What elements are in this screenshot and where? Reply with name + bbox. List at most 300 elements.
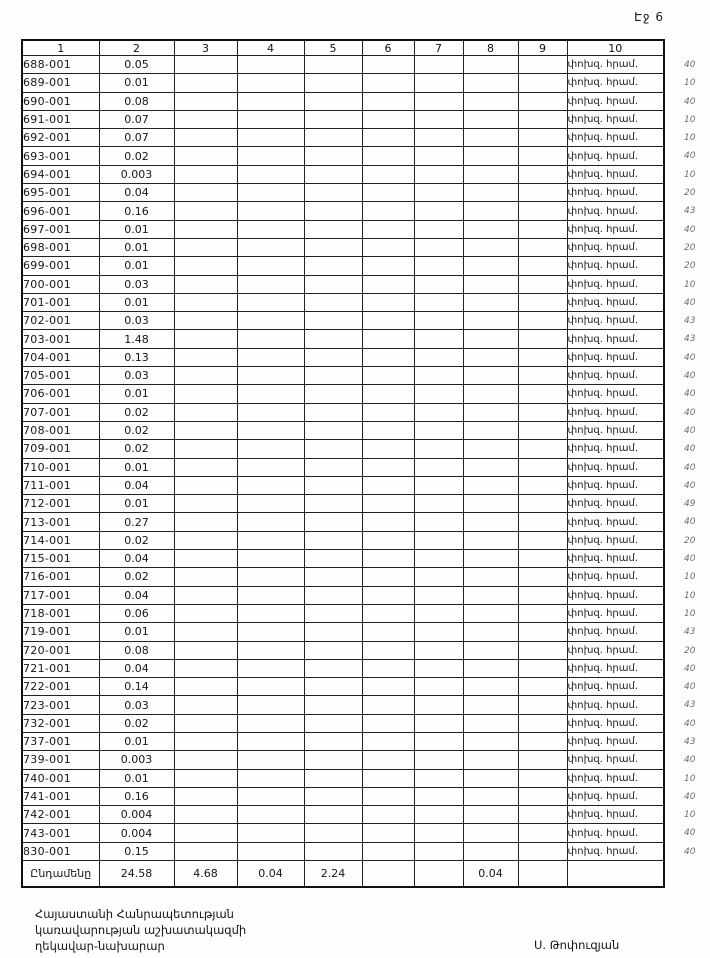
empty-cell [414, 330, 463, 348]
total-value [518, 861, 567, 888]
margin-mark: 10 [684, 133, 696, 144]
empty-cell [463, 238, 518, 256]
row-value: 0.01 [99, 293, 174, 311]
empty-cell [362, 568, 414, 586]
empty-cell [237, 421, 304, 439]
empty-cell [237, 696, 304, 714]
empty-cell [463, 184, 518, 202]
margin-mark: 43 [684, 316, 696, 327]
row-note: փոխզ. հրամ. [567, 623, 664, 641]
margin-mark: 43 [684, 700, 696, 711]
empty-cell [174, 458, 237, 476]
empty-cell [463, 458, 518, 476]
empty-cell [518, 275, 567, 293]
empty-cell [362, 293, 414, 311]
empty-cell [237, 641, 304, 659]
empty-cell [304, 293, 362, 311]
table-row [22, 92, 664, 110]
total-value: 0.04 [463, 861, 518, 888]
empty-cell [463, 275, 518, 293]
empty-cell [174, 257, 237, 275]
empty-cell [414, 385, 463, 403]
row-note: փոխզ. հրամ. [567, 531, 664, 549]
empty-cell [174, 531, 237, 549]
empty-cell [174, 275, 237, 293]
row-note: փոխզ. հրամ. [567, 110, 664, 128]
column-header: 10 [567, 40, 664, 56]
empty-cell [362, 531, 414, 549]
empty-cell [362, 403, 414, 421]
empty-cell [304, 586, 362, 604]
table-row [22, 568, 664, 586]
empty-cell [237, 787, 304, 805]
row-code: 697-001 [22, 220, 99, 238]
empty-cell [518, 659, 567, 677]
empty-cell [362, 604, 414, 622]
empty-cell [518, 202, 567, 220]
empty-cell [362, 495, 414, 513]
empty-cell [174, 678, 237, 696]
empty-cell [237, 751, 304, 769]
empty-cell [362, 385, 414, 403]
empty-cell [362, 421, 414, 439]
row-code: 711-001 [22, 476, 99, 494]
row-code: 688-001 [22, 56, 99, 74]
margin-mark: 40 [684, 517, 696, 528]
empty-cell [414, 202, 463, 220]
empty-cell [237, 367, 304, 385]
empty-cell [304, 238, 362, 256]
row-value: 0.02 [99, 568, 174, 586]
empty-cell [518, 74, 567, 92]
table-row [22, 604, 664, 622]
table-row [22, 56, 664, 74]
row-code: 717-001 [22, 586, 99, 604]
row-value: 0.01 [99, 238, 174, 256]
row-note: փոխզ. հրամ. [567, 293, 664, 311]
empty-cell [362, 550, 414, 568]
table-row [22, 348, 664, 366]
empty-cell [174, 202, 237, 220]
row-code: 732-001 [22, 714, 99, 732]
row-code: 707-001 [22, 403, 99, 421]
empty-cell [518, 751, 567, 769]
empty-cell [463, 531, 518, 549]
empty-cell [237, 74, 304, 92]
table-row [22, 623, 664, 641]
table-row [22, 641, 664, 659]
empty-cell [237, 458, 304, 476]
empty-cell [237, 202, 304, 220]
empty-cell [414, 257, 463, 275]
empty-cell [237, 293, 304, 311]
empty-cell [304, 787, 362, 805]
empty-cell [463, 769, 518, 787]
empty-cell [518, 165, 567, 183]
empty-cell [414, 659, 463, 677]
empty-cell [304, 312, 362, 330]
empty-cell [414, 110, 463, 128]
empty-cell [174, 842, 237, 860]
footer-line: ղեկավար-նախարար [35, 939, 165, 953]
empty-cell [362, 257, 414, 275]
row-value: 0.003 [99, 165, 174, 183]
row-code: 708-001 [22, 421, 99, 439]
row-code: 694-001 [22, 165, 99, 183]
empty-cell [414, 586, 463, 604]
empty-cell [518, 568, 567, 586]
empty-cell [174, 787, 237, 805]
empty-cell [237, 623, 304, 641]
margin-mark: 20 [684, 261, 696, 272]
row-value: 0.02 [99, 147, 174, 165]
empty-cell [518, 147, 567, 165]
empty-cell [362, 440, 414, 458]
empty-cell [362, 806, 414, 824]
margin-mark: 43 [684, 736, 696, 747]
empty-cell [174, 367, 237, 385]
empty-cell [414, 440, 463, 458]
table-row [22, 495, 664, 513]
empty-cell [174, 293, 237, 311]
margin-mark: 10 [684, 78, 696, 89]
empty-cell [174, 550, 237, 568]
empty-cell [362, 275, 414, 293]
empty-cell [174, 348, 237, 366]
column-header: 8 [463, 40, 518, 56]
total-value: 4.68 [174, 861, 237, 888]
empty-cell [414, 74, 463, 92]
empty-cell [362, 458, 414, 476]
row-code: 700-001 [22, 275, 99, 293]
total-value: 24.58 [99, 861, 174, 888]
empty-cell [518, 550, 567, 568]
margin-mark: 40 [684, 480, 696, 491]
row-note: փոխզ. հրամ. [567, 641, 664, 659]
empty-cell [237, 403, 304, 421]
empty-cell [362, 787, 414, 805]
empty-cell [463, 806, 518, 824]
empty-cell [174, 586, 237, 604]
row-code: 716-001 [22, 568, 99, 586]
empty-cell [463, 147, 518, 165]
empty-cell [304, 696, 362, 714]
empty-cell [304, 842, 362, 860]
row-value: 0.13 [99, 348, 174, 366]
column-header: 9 [518, 40, 567, 56]
empty-cell [237, 513, 304, 531]
empty-cell [518, 732, 567, 750]
empty-cell [463, 74, 518, 92]
row-value: 0.004 [99, 824, 174, 842]
table-row [22, 732, 664, 750]
empty-cell [362, 92, 414, 110]
empty-cell [414, 56, 463, 74]
table-row [22, 842, 664, 860]
row-code: 698-001 [22, 238, 99, 256]
total-row [22, 861, 664, 888]
row-note: փոխզ. հրամ. [567, 184, 664, 202]
empty-cell [518, 440, 567, 458]
empty-cell [414, 367, 463, 385]
empty-cell [463, 202, 518, 220]
empty-cell [518, 184, 567, 202]
empty-cell [237, 184, 304, 202]
empty-cell [463, 824, 518, 842]
table-row [22, 824, 664, 842]
row-code: 693-001 [22, 147, 99, 165]
empty-cell [463, 550, 518, 568]
empty-cell [362, 220, 414, 238]
row-value: 0.07 [99, 129, 174, 147]
row-code: 689-001 [22, 74, 99, 92]
row-note: փոխզ. հրամ. [567, 769, 664, 787]
margin-mark: 40 [684, 297, 696, 308]
empty-cell [237, 769, 304, 787]
empty-cell [463, 257, 518, 275]
empty-cell [237, 275, 304, 293]
row-value: 0.04 [99, 550, 174, 568]
empty-cell [518, 604, 567, 622]
empty-cell [463, 403, 518, 421]
empty-cell [304, 751, 362, 769]
margin-mark: 20 [684, 188, 696, 199]
empty-cell [414, 476, 463, 494]
margin-mark: 40 [684, 462, 696, 473]
empty-cell [362, 348, 414, 366]
empty-cell [463, 476, 518, 494]
margin-marks [684, 56, 708, 861]
empty-cell [174, 440, 237, 458]
row-value: 0.16 [99, 787, 174, 805]
row-code: 715-001 [22, 550, 99, 568]
row-code: 742-001 [22, 806, 99, 824]
row-note: փոխզ. հրամ. [567, 403, 664, 421]
empty-cell [362, 312, 414, 330]
row-value: 0.01 [99, 769, 174, 787]
margin-mark: 40 [684, 718, 696, 729]
empty-cell [304, 129, 362, 147]
empty-cell [518, 696, 567, 714]
empty-cell [304, 769, 362, 787]
margin-mark: 40 [684, 224, 696, 235]
row-value: 0.27 [99, 513, 174, 531]
row-note: փոխզ. հրամ. [567, 550, 664, 568]
empty-cell [237, 56, 304, 74]
empty-cell [174, 824, 237, 842]
empty-cell [463, 714, 518, 732]
empty-cell [174, 495, 237, 513]
empty-cell [463, 568, 518, 586]
empty-cell [414, 147, 463, 165]
empty-cell [362, 74, 414, 92]
margin-mark: 10 [684, 810, 696, 821]
table-row [22, 367, 664, 385]
empty-cell [463, 787, 518, 805]
row-value: 1.48 [99, 330, 174, 348]
table-row [22, 513, 664, 531]
row-note: փոխզ. հրամ. [567, 202, 664, 220]
table-body [22, 56, 664, 861]
table-row [22, 421, 664, 439]
empty-cell [362, 56, 414, 74]
empty-cell [237, 220, 304, 238]
row-value: 0.05 [99, 56, 174, 74]
empty-cell [174, 421, 237, 439]
empty-cell [174, 476, 237, 494]
margin-mark: 43 [684, 334, 696, 345]
column-header: 4 [237, 40, 304, 56]
row-value: 0.02 [99, 403, 174, 421]
row-value: 0.03 [99, 696, 174, 714]
table-row [22, 220, 664, 238]
row-value: 0.07 [99, 110, 174, 128]
empty-cell [304, 513, 362, 531]
total-value [362, 861, 414, 888]
empty-cell [362, 184, 414, 202]
row-code: 743-001 [22, 824, 99, 842]
empty-cell [463, 604, 518, 622]
row-value: 0.01 [99, 732, 174, 750]
empty-cell [518, 623, 567, 641]
empty-cell [414, 348, 463, 366]
empty-cell [463, 56, 518, 74]
row-code: 713-001 [22, 513, 99, 531]
empty-cell [237, 824, 304, 842]
empty-cell [362, 476, 414, 494]
empty-cell [414, 458, 463, 476]
margin-mark: 40 [684, 663, 696, 674]
table-row [22, 714, 664, 732]
margin-mark: 10 [684, 169, 696, 180]
row-note: փոխզ. հրամ. [567, 129, 664, 147]
empty-cell [304, 678, 362, 696]
empty-cell [362, 202, 414, 220]
empty-cell [304, 495, 362, 513]
empty-cell [304, 623, 362, 641]
empty-cell [414, 769, 463, 787]
empty-cell [518, 513, 567, 531]
empty-cell [463, 348, 518, 366]
row-value: 0.01 [99, 74, 174, 92]
empty-cell [304, 56, 362, 74]
empty-cell [174, 714, 237, 732]
row-note: փոխզ. հրամ. [567, 238, 664, 256]
table-row [22, 769, 664, 787]
row-code: 703-001 [22, 330, 99, 348]
table-row [22, 385, 664, 403]
empty-cell [518, 806, 567, 824]
empty-cell [237, 531, 304, 549]
signature-name: Ս. Թոփուզյան [534, 938, 620, 952]
row-note: փոխզ. հրամ. [567, 330, 664, 348]
empty-cell [518, 678, 567, 696]
margin-mark: 40 [684, 791, 696, 802]
empty-cell [463, 495, 518, 513]
margin-mark: 40 [684, 425, 696, 436]
empty-cell [174, 129, 237, 147]
empty-cell [518, 458, 567, 476]
table-row [22, 806, 664, 824]
table-row [22, 74, 664, 92]
empty-cell [237, 550, 304, 568]
empty-cell [304, 257, 362, 275]
row-code: 695-001 [22, 184, 99, 202]
table-row [22, 659, 664, 677]
empty-cell [518, 842, 567, 860]
empty-cell [237, 678, 304, 696]
row-value: 0.01 [99, 220, 174, 238]
row-value: 0.04 [99, 476, 174, 494]
row-note: փոխզ. հրամ. [567, 476, 664, 494]
row-note: փոխզ. հրամ. [567, 732, 664, 750]
empty-cell [174, 696, 237, 714]
margin-mark: 40 [684, 846, 696, 857]
empty-cell [463, 367, 518, 385]
empty-cell [463, 513, 518, 531]
empty-cell [362, 641, 414, 659]
empty-cell [174, 568, 237, 586]
table-row [22, 440, 664, 458]
row-code: 702-001 [22, 312, 99, 330]
row-note: փոխզ. հրամ. [567, 824, 664, 842]
empty-cell [414, 184, 463, 202]
row-value: 0.02 [99, 440, 174, 458]
footer-organization [35, 906, 246, 954]
table-row [22, 751, 664, 769]
table-row [22, 275, 664, 293]
margin-mark: 40 [684, 407, 696, 418]
empty-cell [518, 293, 567, 311]
row-value: 0.003 [99, 751, 174, 769]
empty-cell [518, 824, 567, 842]
row-note: փոխզ. հրամ. [567, 458, 664, 476]
empty-cell [174, 769, 237, 787]
empty-cell [414, 531, 463, 549]
empty-cell [237, 92, 304, 110]
row-value: 0.04 [99, 659, 174, 677]
empty-cell [518, 641, 567, 659]
column-header: 1 [22, 40, 99, 56]
empty-cell [414, 293, 463, 311]
empty-cell [414, 495, 463, 513]
row-value: 0.04 [99, 184, 174, 202]
empty-cell [304, 184, 362, 202]
row-note: փոխզ. հրամ. [567, 568, 664, 586]
table-row [22, 110, 664, 128]
total-label: Ընդամենը [22, 861, 99, 888]
table-row [22, 202, 664, 220]
empty-cell [362, 732, 414, 750]
empty-cell [174, 732, 237, 750]
row-code: 723-001 [22, 696, 99, 714]
empty-cell [463, 641, 518, 659]
row-value: 0.02 [99, 531, 174, 549]
empty-cell [237, 604, 304, 622]
row-value: 0.02 [99, 421, 174, 439]
empty-cell [237, 495, 304, 513]
margin-mark: 20 [684, 242, 696, 253]
empty-cell [237, 129, 304, 147]
empty-cell [518, 92, 567, 110]
empty-cell [362, 714, 414, 732]
empty-cell [463, 220, 518, 238]
empty-cell [304, 531, 362, 549]
empty-cell [237, 147, 304, 165]
row-note: փոխզ. հրամ. [567, 348, 664, 366]
empty-cell [304, 732, 362, 750]
empty-cell [518, 56, 567, 74]
